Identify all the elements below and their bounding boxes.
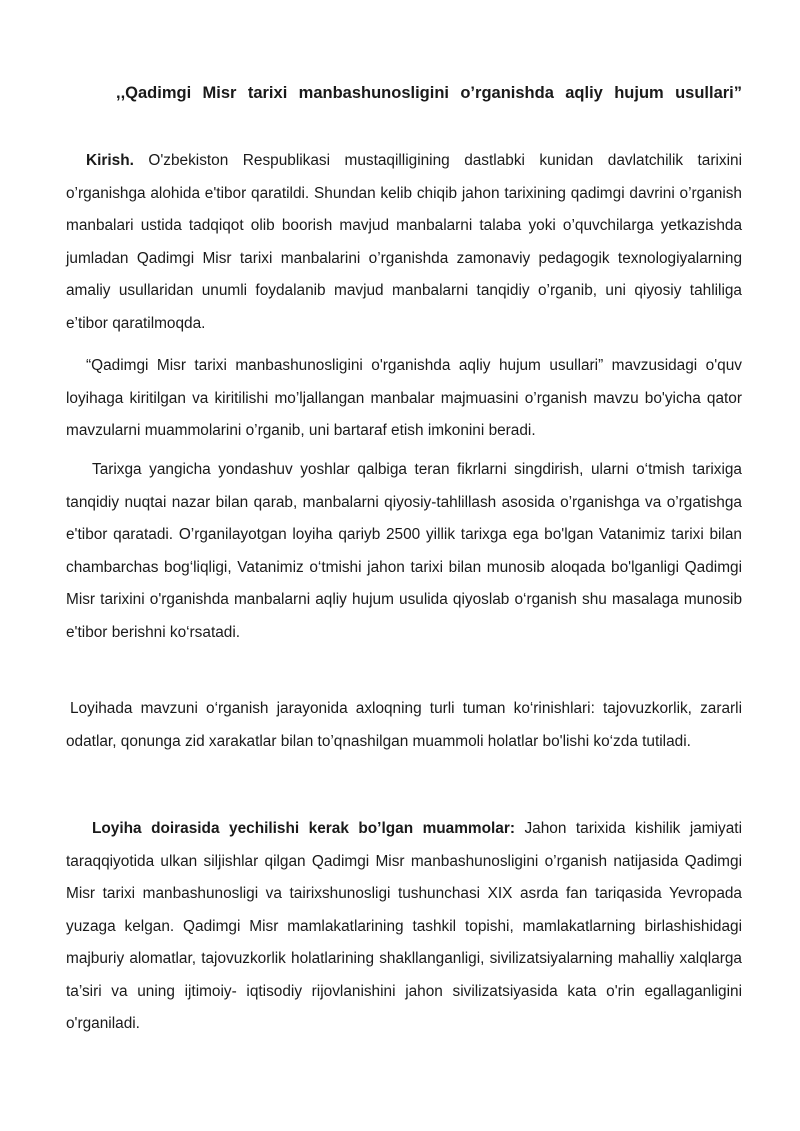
paragraph-project-problems bbox=[66, 813, 742, 1041]
paragraph-lead: Kirish. bbox=[86, 152, 134, 169]
paragraph-lead: Loyiha doirasida yechilishi kerak bo’lgan muammolar: bbox=[92, 820, 515, 837]
paragraph-text: Loyihada mavzuni o‘rganish jarayonida axloqning turli tuman ko‘rinishlari: tajovuzkorlik, zararli odatlar, qonunga zid xarakatlar bilan to’qnashilgan muammoli holatlar bo'lishi ko‘zda tutiladi. bbox=[66, 700, 742, 750]
document-title: ,,Qadimgi Misr tarixi manbashunosligini o’rganishda aqliy hujum usullari” bbox=[116, 84, 742, 102]
paragraph-text: “Qadimgi Misr tarixi manbashunosligini o'rganishda aqliy hujum usullari” mavzusidagi o'quv loyihaga kiritilgan va kiritilishi mo’ljallangan manbalar majmuasini o’rganish mavzu bo'yicha qator mavzularni muammolarini o’rganib, uni bartaraf etish imkonini beradi. bbox=[66, 357, 742, 439]
paragraph-new-approach bbox=[66, 454, 742, 649]
paragraph-text: Tarixga yangicha yondashuv yoshlar qalbiga teran fikrlarni singdirish, ularni o‘tmish tarixiga tanqidiy nuqtai nazar bilan qarab, manbalarni qiyosiy-tahlillash asosida o’rganishga va o’rgatishga e'tibor qaratadi. O’rganilayotgan loyiha qariyb 2500 yillik tarixga ega bo'lgan Vatanimiz tarixi bilan chambarchas bog‘liqligi, Vatanimiz o‘tmishi jahon tarixi bilan munosib aloqada bo'lganligi Qadimgi Misr tarixini o'rganishda manbalarni aqliy hujum usulida qiyoslab o‘rganish shu masalaga munosib e'tibor berishni ko‘rsatadi. bbox=[66, 461, 742, 641]
paragraph-project-topic bbox=[66, 350, 742, 448]
paragraph-text: O'zbekiston Respublikasi mustaqilligining dastlabki kunidan davlatchilik tarixini o’rganishga alohida e'tibor qaratildi. Shundan kelib chiqib jahon tarixining qadimgi davrini o’rganish manbalari ustida tadqiqot olib boorish mavjud manbalarni talaba yoki o’quvchilarga yetkazishda jumladan Qadimgi Misr tarixi manbalarini o’rganishda zamonaviy pedagogik texnologiyalarning amaliy usullaridan unumli foydalanib mavjud manbalarni tanqidiy o’rganib, uni qiyosiy tahliliga e’tibor qaratilmoqda. bbox=[66, 152, 742, 332]
paragraph-introduction bbox=[66, 145, 742, 340]
paragraph-project-behavior bbox=[66, 693, 742, 758]
paragraph-text: Jahon tarixida kishilik jamiyati taraqqiyotida ulkan siljishlar qilgan Qadimgi Misr manbashunosligini o’rganish natijasida Qadimgi Misr tarixi manbashunosligi va tairixshunosligi tushunchasi XIX asrda fan tariqasida Yevropada yuzaga kelgan. Qadimgi Misr mamlakatlarining tashkil topishi, mamlakatlarning birlashishidagi majburiy alomatlar, tajovuzkorlik holatlarining shakllanganligi, sivilizatsiyalarning mahalliy xalqlarga ta’siri va uning ijtimoiy- iqtisodiy rijovlanishini jahon sivilizatsiyasida kata o'rin egallaganligini o'rganiladi. bbox=[66, 820, 742, 1032]
